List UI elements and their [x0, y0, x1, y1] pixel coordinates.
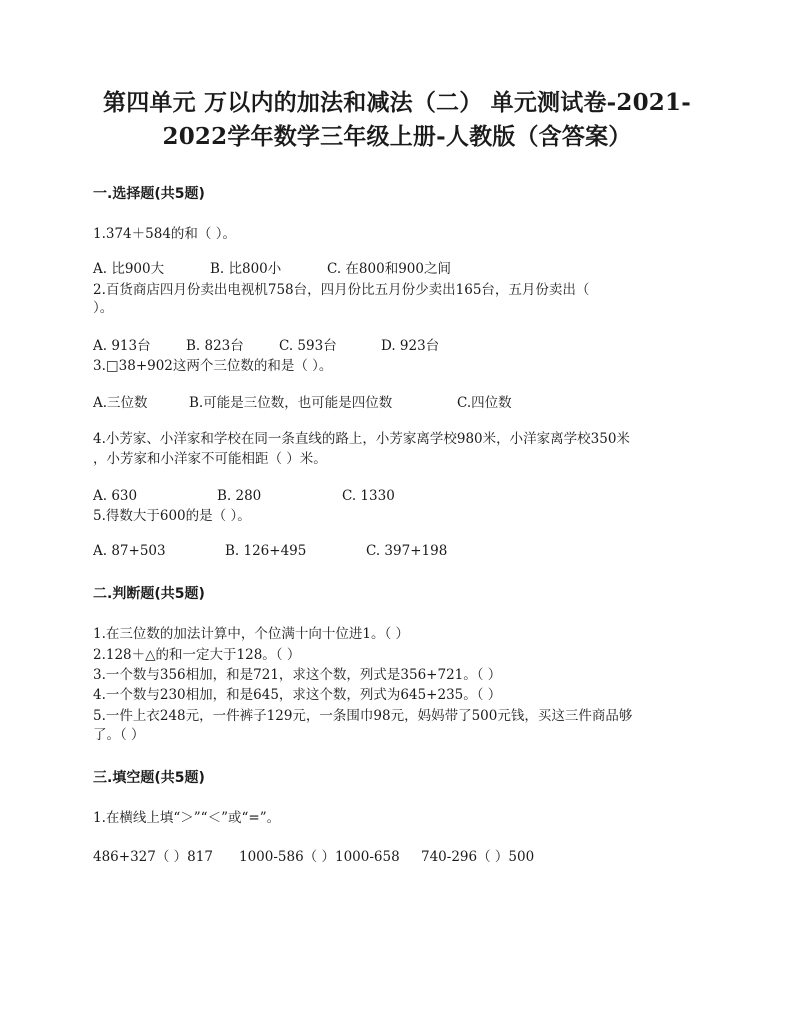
choice-q4-option-b: B. 280 — [217, 488, 262, 504]
judge-q3: 3.一个数与356相加，和是721，求这个数，列式是356+721。（ ） — [93, 667, 502, 683]
section-heading-judge: 二.判断题(共5题) — [93, 586, 205, 602]
title-line-2: 2022学年数学三年级上册-人教版（含答案） — [162, 123, 632, 150]
choice-q3-option-c: C.四位数 — [457, 395, 512, 411]
choice-q4-stem-1: 4.小芳家、小洋家和学校在同一条直线的路上，小芳家离学校980米，小洋家离学校350米 — [93, 431, 630, 447]
judge-q1: 1.在三位数的加法计算中，个位满十向十位进1。（ ） — [93, 626, 410, 642]
choice-q2-option-d: D. 923台 — [381, 338, 440, 354]
choice-q5-stem: 5.得数大于600的是（ ）。 — [93, 508, 251, 524]
choice-q1-stem: 1.374＋584的和（ ）。 — [93, 226, 236, 242]
choice-q5-option-a: A. 87+503 — [93, 543, 166, 559]
page-title — [90, 86, 704, 154]
fill-problem-2: 1000-586（ ）1000-658 — [239, 849, 400, 865]
judge-q4: 4.一个数与230相加，和是645，求这个数，列式为645+235。（ ） — [93, 687, 502, 703]
title-line-1: 第四单元 万以内的加法和减法（二） 单元测试卷-2021- — [103, 89, 691, 116]
section-heading-choice: 一.选择题(共5题) — [93, 186, 205, 202]
fill-problem-3: 740-296（ ）500 — [421, 849, 535, 865]
choice-q4-option-a: A. 630 — [93, 488, 138, 504]
choice-q1-option-b: B. 比800小 — [210, 261, 282, 277]
choice-q2-stem-2: ）。 — [93, 300, 114, 316]
choice-q2-option-a: A. 913台 — [93, 338, 151, 354]
choice-q1-option-c: C. 在800和900之间 — [327, 261, 451, 277]
section-heading-fill: 三.填空题(共5题) — [93, 770, 205, 786]
judge-q5-line-1: 5.一件上衣248元，一件裤子129元，一条围巾98元，妈妈带了500元钱，买这三件商品够 — [93, 708, 633, 724]
choice-q3-option-b: B.可能是三位数，也可能是四位数 — [189, 395, 393, 411]
choice-q4-option-c: C. 1330 — [342, 488, 395, 504]
choice-q1-option-a: A. 比900大 — [93, 261, 165, 277]
choice-q2-option-c: C. 593台 — [279, 338, 337, 354]
choice-q3-option-a: A.三位数 — [93, 395, 148, 411]
choice-q3-stem: 3.□38+902这两个三位数的和是（ ）。 — [93, 358, 333, 374]
choice-q4-stem-2: ，小芳家和小洋家不可能相距（ ）米。 — [93, 451, 327, 467]
fill-q1-stem: 1.在横线上填“＞”“＜”或“=”。 — [93, 810, 281, 826]
judge-q5-line-2: 了。（ ） — [93, 727, 145, 743]
choice-q2-option-b: B. 823台 — [186, 338, 244, 354]
fill-problem-1: 486+327（ ）817 — [93, 849, 213, 865]
judge-q2: 2.128＋△的和一定大于128。（ ） — [93, 647, 301, 663]
choice-q5-option-b: B. 126+495 — [225, 543, 307, 559]
choice-q5-option-c: C. 397+198 — [366, 543, 448, 559]
choice-q2-stem-1: 2.百货商店四月份卖出电视机758台，四月份比五月份少卖出165台，五月份卖出（ — [93, 282, 590, 298]
